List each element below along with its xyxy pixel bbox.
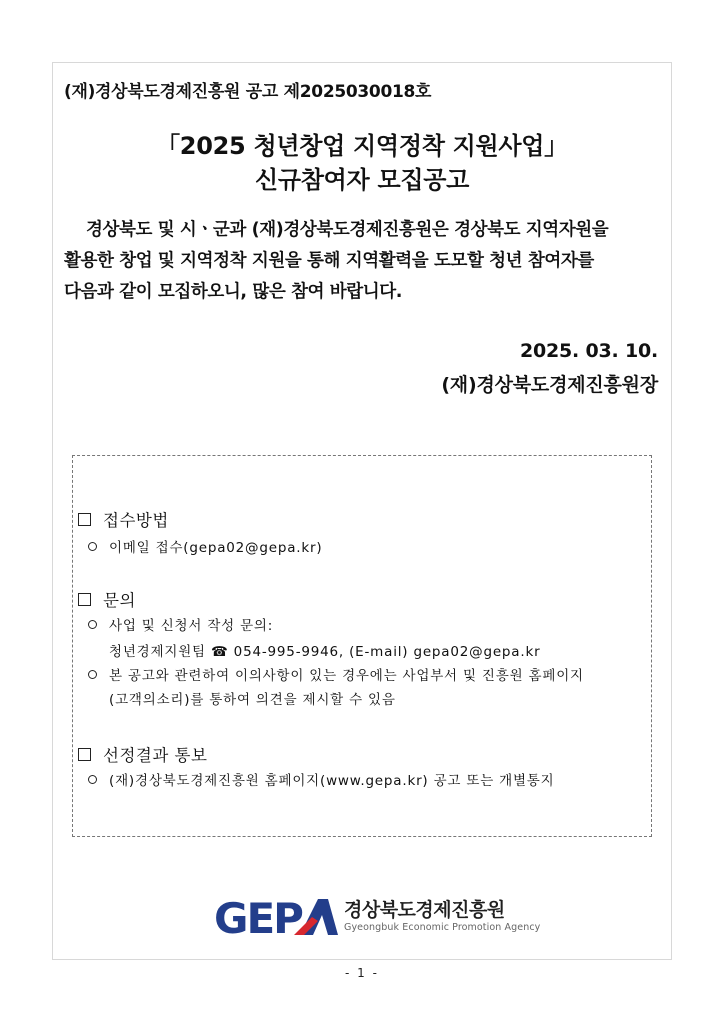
list-item-detail: 청년경제지원팀 ☎ 054-995-9946, (E-mail) gepa02@gepa.kr [109, 644, 541, 660]
item-text: 본 공고와 관련하여 이의사항이 있는 경우에는 사업부서 및 진흥원 홈페이지 [109, 668, 584, 684]
section-result [78, 742, 207, 766]
page-number: - 1 - [345, 966, 379, 980]
logo-name-korean: 경상북도경제진흥원 [344, 899, 505, 921]
section-heading: 문의 [103, 591, 136, 610]
logo-name-english: Gyeongbuk Economic Promotion Agency [344, 922, 541, 933]
svg-text:GEP: GEP [214, 895, 302, 939]
document-title: 「2025 청년창업 지역정착 지원사업」 [156, 132, 568, 160]
circle-bullet-icon [88, 775, 97, 784]
list-item [88, 538, 322, 558]
list-item-continuation: (고객의소리)를 통하여 의견을 제시할 수 있음 [109, 692, 396, 708]
list-item [88, 771, 555, 791]
list-item [88, 616, 273, 636]
section-heading: 접수방법 [103, 511, 169, 530]
list-item [88, 666, 584, 686]
intro-line: 활용한 창업 및 지역정착 지원을 통해 지역활력을 도모할 청년 참여자를 [64, 251, 594, 271]
section-submission [78, 507, 169, 531]
intro-line: 다음과 같이 모집하오니, 많은 참여 바랍니다. [64, 282, 403, 302]
gepa-logo-icon [214, 895, 338, 939]
organization-logo [214, 895, 540, 939]
notice-date: 2025. 03. 10. [519, 340, 658, 362]
intro-paragraph [64, 215, 660, 308]
square-bullet-icon [78, 513, 91, 526]
circle-bullet-icon [88, 670, 97, 679]
circle-bullet-icon [88, 620, 97, 629]
issuer-name: (재)경상북도경제진흥원장 [441, 374, 658, 396]
item-text: 이메일 접수(gepa02@gepa.kr) [109, 540, 323, 556]
section-heading: 선정결과 통보 [103, 746, 208, 765]
circle-bullet-icon [88, 542, 97, 551]
notice-number: (재)경상북도경제진흥원 공고 제2025030018호 [64, 82, 432, 102]
item-text: (재)경상북도경제진흥원 홈페이지(www.gepa.kr) 공고 또는 개별통지 [109, 773, 555, 789]
document-subtitle: 신규참여자 모집공고 [254, 166, 469, 194]
intro-line: 경상북도 및 시ㆍ군과 (재)경상북도경제진흥원은 경상북도 지역자원을 [86, 220, 609, 240]
square-bullet-icon [78, 748, 91, 761]
square-bullet-icon [78, 593, 91, 606]
section-inquiry [78, 587, 136, 611]
item-text: 사업 및 신청서 작성 문의: [109, 618, 274, 634]
